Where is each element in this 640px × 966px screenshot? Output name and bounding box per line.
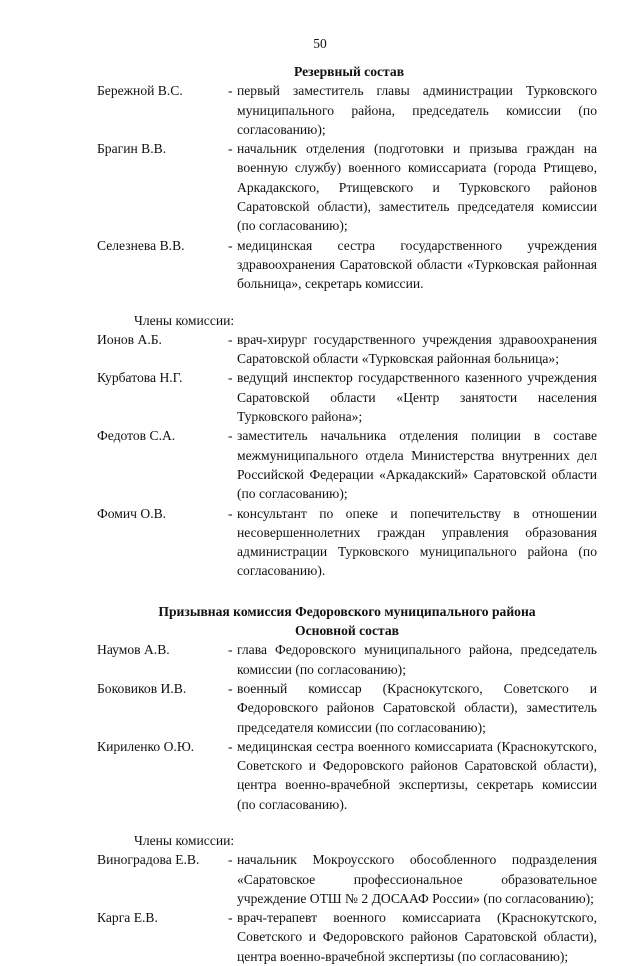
- member-name: Виноградова Е.В.: [97, 852, 200, 868]
- member-role: ведущий инспектор государственного казенного учреждения Саратовской области «Центр занятости населения Турковского района»;: [237, 370, 597, 425]
- section-heading-fedorovsky: Призывная комиссия Федоровского муниципального района: [158, 603, 536, 619]
- document-body: [97, 62, 597, 966]
- member-entry: Виноградова Е.В. - начальник Мокроусского обособленного подразделения «Саратовское профессиональное образовательное учреждение ОТШ № 2 ДОСААФ России» (по согласованию);: [97, 850, 597, 908]
- member-name: Боковиков И.В.: [97, 680, 187, 696]
- member-role: врач-терапевт военного комиссариата (Краснокутского, Советского и Федоровского районов Саратовской области), центра военно-врачебной экспертизы (по согласованию);: [237, 910, 597, 964]
- member-role: врач-хирург государственного учреждения здравоохранения Саратовской области «Турковская районная больница»;: [237, 331, 597, 367]
- member-entry: Кириленко О.Ю. - медицинская сестра военного комиссариата (Краснокутского, Советского и Федоровского районов Саратовской области), центра военно-врачебной экспертизы, секретарь комиссии (по согласованию).: [97, 737, 597, 814]
- member-role: медицинская сестра государственного учреждения здравоохранения Саратовской области «Турковская районная больница», секретарь комиссии.: [237, 237, 597, 292]
- section-heading-reserve: Резервный состав: [293, 64, 405, 79]
- member-entry: Ионов А.Б. - врач-хирург государственного учреждения здравоохранения Саратовской области «Турковская районная больница»;: [97, 330, 597, 369]
- member-role: глава Федоровского муниципального района, председатель комиссии (по согласованию);: [237, 642, 597, 677]
- section-subheading-main: Основной состав: [295, 623, 399, 639]
- member-role: военный комиссар (Краснокутского, Советского и Федоровского районов Саратовской области), заместитель председателя комиссии (по согласованию);: [237, 680, 597, 735]
- member-name: Кириленко О.Ю.: [97, 738, 195, 754]
- member-entry: Карга Е.В. - врач-терапевт военного комиссариата (Краснокутского, Советского и Федоровского районов Саратовской области), центра военно-врачебной экспертизы (по согласованию);: [97, 908, 597, 966]
- member-entry: Курбатова Н.Г. - ведущий инспектор государственного казенного учреждения Саратовской области «Центр занятости населения Турковского района»;: [97, 368, 597, 426]
- member-role: заместитель начальника отделения полиции в составе межмуниципального отдела Министерства внутренних дел Российской Федерации «Аркадакский» Саратовской области (по согласованию);: [237, 428, 597, 502]
- member-name: Федотов С.А.: [97, 428, 176, 444]
- member-entry: Федотов С.А. - заместитель начальника отделения полиции в составе межмуниципального отдела Министерства внутренних дел Российской Федерации «Аркадакский» Саратовской области (по согласованию);: [97, 426, 597, 503]
- member-name: Брагин В.В.: [97, 141, 167, 157]
- member-name: Карга Е.В.: [97, 910, 158, 926]
- member-entry: Бережной В.С. - первый заместитель главы администрации Турковского муниципального района, председатель комиссии (по согласованию);: [97, 81, 597, 139]
- member-role: начальник Мокроусского обособленного подразделения «Саратовское профессиональное образовательное учреждение ОТШ № 2 ДОСААФ России» (по согласованию);: [237, 852, 597, 906]
- member-entry: Брагин В.В. - начальник отделения (подготовки и призыва граждан на военную службу) военного комиссариата (города Ртищево, Аркадакского, Ртищевского и Турковского районов Саратовской области), заместитель председателя комиссии (по согласованию);: [97, 139, 597, 235]
- members-label: Члены комиссии:: [134, 832, 235, 848]
- member-name: Наумов А.В.: [97, 642, 170, 658]
- members-label: Члены комиссии:: [134, 312, 235, 328]
- member-entry: Фомич О.В. - консультант по опеке и попечительству в отношении несовершеннолетних граждан управления образования администрации Турковского муниципального района (по согласованию).: [97, 504, 597, 581]
- member-role: консультант по опеке и попечительству в отношении несовершеннолетних граждан управления образования администрации Турковского муниципального района (по согласованию).: [237, 505, 597, 579]
- member-name: Ионов А.Б.: [97, 331, 162, 347]
- member-entry: Наумов А.В. - глава Федоровского муниципального района, председатель комиссии (по согласованию);: [97, 640, 597, 679]
- member-name: Бережной В.С.: [97, 83, 183, 99]
- page-number: 50: [313, 36, 327, 51]
- member-name: Фомич О.В.: [97, 505, 167, 521]
- member-name: Курбатова Н.Г.: [97, 370, 183, 386]
- member-name: Селезнева В.В.: [97, 237, 185, 253]
- member-entry: Боковиков И.В. - военный комиссар (Краснокутского, Советского и Федоровского районов Саратовской области), заместитель председателя комиссии (по согласованию);: [97, 679, 597, 737]
- member-role: медицинская сестра военного комиссариата (Краснокутского, Советского и Федоровского районов Саратовской области), центра военно-врачебной экспертизы, секретарь комиссии (по согласованию).: [237, 738, 597, 812]
- member-entry: Селезнева В.В. - медицинская сестра государственного учреждения здравоохранения Саратовской области «Турковская районная больница», секретарь комиссии.: [97, 236, 597, 294]
- member-role: первый заместитель главы администрации Турковского муниципального района, председатель комиссии (по согласованию);: [237, 83, 597, 137]
- member-role: начальник отделения (подготовки и призыва граждан на военную службу) военного комиссариата (города Ртищево, Аркадакского, Ртищевского и Турковского районов Саратовской области), заместитель председателя комиссии (по согласованию);: [237, 141, 597, 234]
